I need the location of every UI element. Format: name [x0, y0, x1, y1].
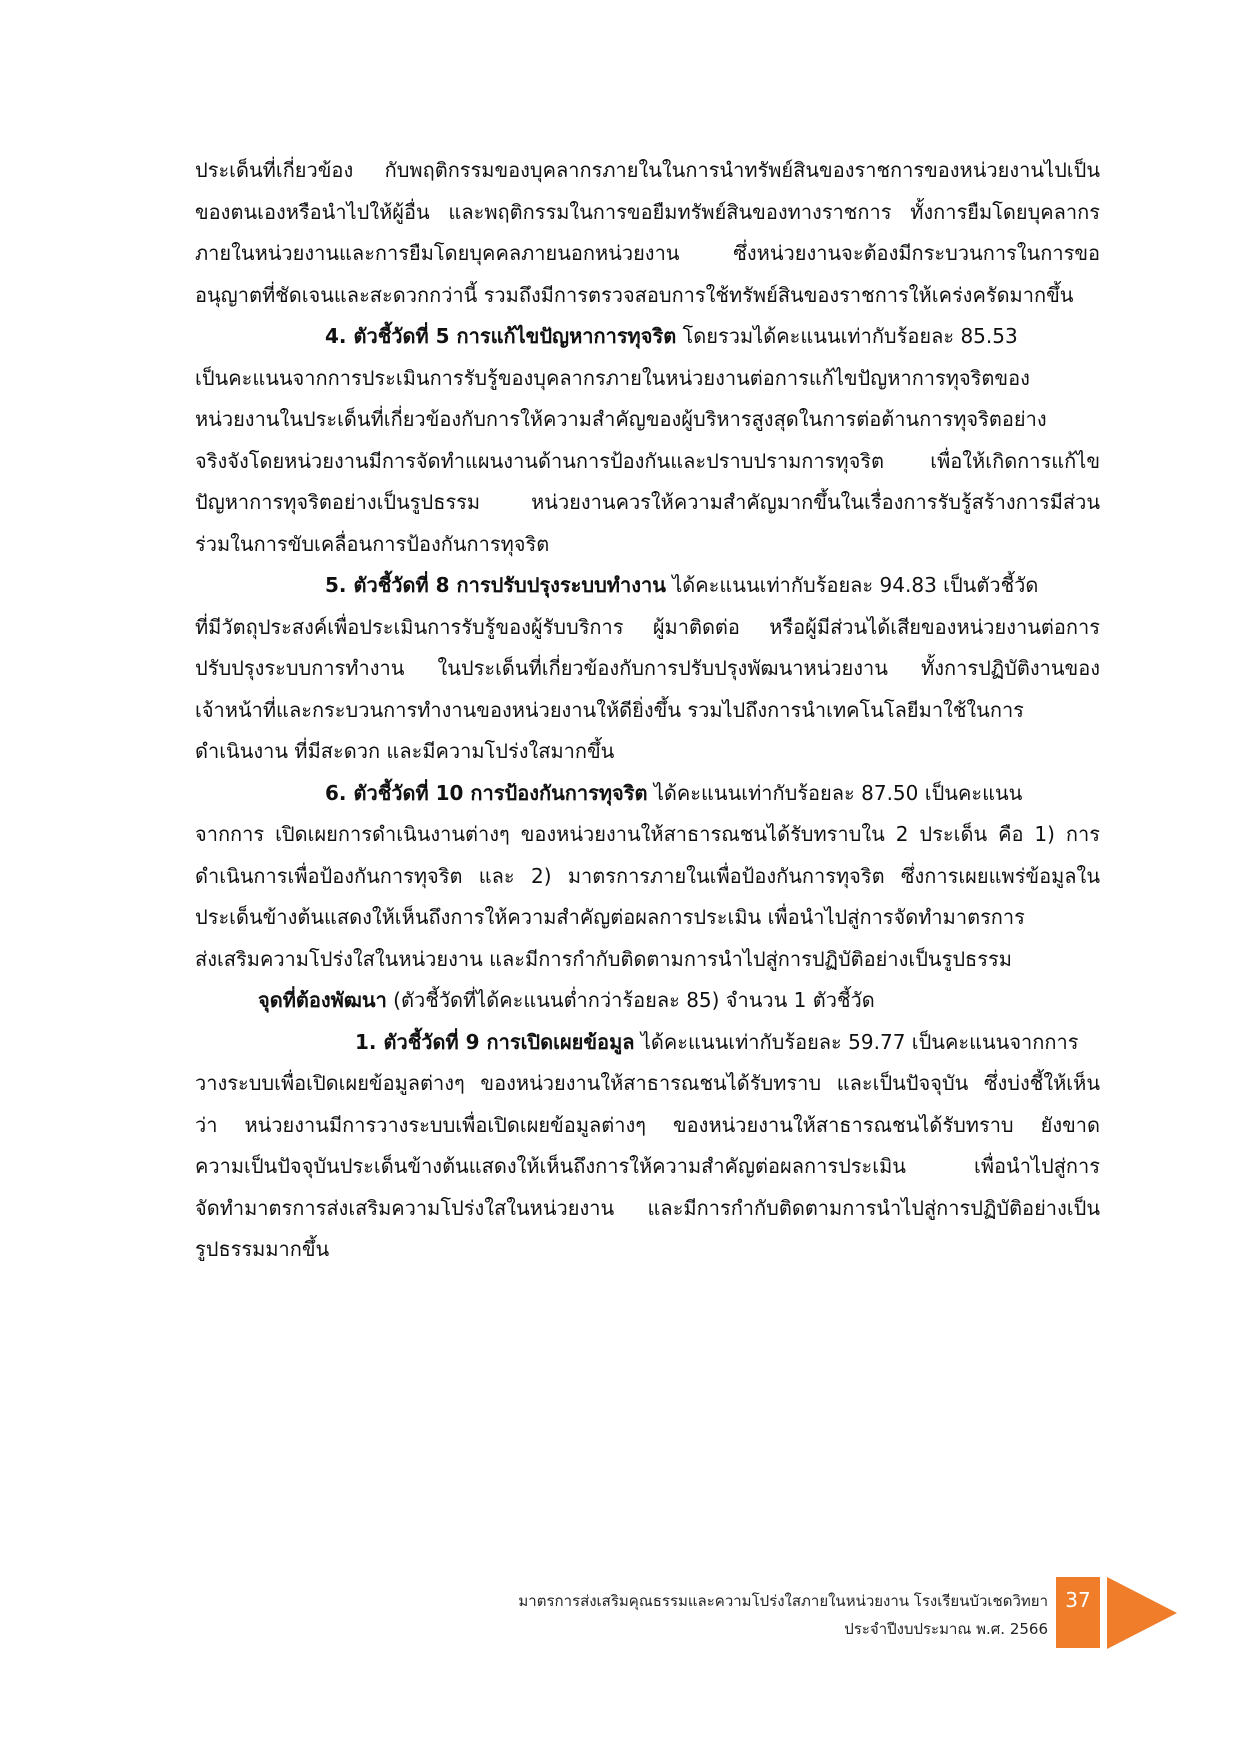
document-body: [195, 150, 1100, 1271]
development-title: จุดที่ต้องพัฒนา: [258, 988, 387, 1012]
text-line: วางระบบเพื่อเปิดเผยข้อมูลต่างๆ ของหน่วยงานให้สาธารณชนได้รับทราบ และเป็นปัจจุบัน ซึ่งบ่งชี้ให้เห็น: [195, 1071, 1100, 1095]
footer-year: ประจำปีงบประมาณ พ.ศ. 2566: [844, 1620, 1048, 1638]
text-line: เจ้าหน้าที่และกระบวนการทำงานของหน่วยงานให้ดียิ่งขึ้น รวมไปถึงการนำเทคโนโลยีมาใช้ในการ: [195, 697, 1024, 722]
indicator-title: 1. ตัวชี้วัดที่ 9 การเปิดเผยข้อมูล: [355, 1029, 635, 1054]
text-line: ปัญหาการทุจริตอย่างเป็นรูปธรรม หน่วยงานควรให้ความสำคัญมากขึ้นในเรื่องการรับรู้สร้างการมีส่วน: [195, 490, 1100, 514]
text-line: ดำเนินการเพื่อป้องกันการทุจริต และ 2) มาตรการภายในเพื่อป้องกันการทุจริต ซึ่งการเผยแพร่ข้อมูลใน: [195, 863, 1100, 888]
text-line: ภายในหน่วยงานและการยืมโดยบุคคลภายนอกหน่วยงาน ซึ่งหน่วยงานจะต้องมีกระบวนการในการขอ: [195, 241, 1100, 265]
indicator-title: 6. ตัวชี้วัดที่ 10 การป้องกันการทุจริต: [325, 780, 648, 805]
item-heading: [195, 316, 1100, 358]
footer-title: มาตรการส่งเสริมคุณธรรมและความโปร่งใสภายในหน่วยงาน โรงเรียนบัวเชดวิทยา: [518, 1592, 1048, 1610]
text-line: อนุญาตที่ชัดเจนและสะดวกกว่านี้ รวมถึงมีการตรวจสอบการใช้ทรัพย์สินของราชการให้เคร่งครัดมากขึ้น: [195, 282, 1074, 307]
text-line: ร่วมในการขับเคลื่อนการป้องกันการทุจริต: [195, 531, 550, 556]
indicator-score: ได้คะแนนเท่ากับร้อยละ 87.50 เป็นคะแนน: [647, 780, 1023, 805]
section-heading: [195, 980, 1100, 1022]
text-line: ปรับปรุงระบบการทำงาน ในประเด็นที่เกี่ยวข้องกับการปรับปรุงพัฒนาหน่วยงาน ทั้งการปฏิบัติงานของ: [195, 656, 1100, 680]
next-arrow-icon: [1107, 1577, 1177, 1649]
indicator-score: ได้คะแนนเท่ากับร้อยละ 59.77 เป็นคะแนนจากการ: [634, 1029, 1079, 1054]
item-heading: [195, 1022, 1100, 1064]
page-footer: [518, 1587, 1048, 1643]
indicator-title: 5. ตัวชี้วัดที่ 8 การปรับปรุงระบบทำงาน: [325, 573, 666, 597]
text-line: ดำเนินงาน ที่มีสะดวก และมีความโปร่งใสมากขึ้น: [195, 739, 615, 763]
text-line: จากการ เปิดเผยการดำเนินงานต่างๆ ของหน่วยงานให้สาธารณชนได้รับทราบใน 2 ประเด็น คือ 1) การ: [195, 822, 1100, 846]
text-line: ประเด็นข้างต้นแสดงให้เห็นถึงการให้ความสำคัญต่อผลการประเมิน เพื่อนำไปสู่การจัดทำมาตรการ: [195, 905, 1025, 929]
text-line: ที่มีวัตถุประสงค์เพื่อประเมินการรับรู้ของผู้รับบริการ ผู้มาติดต่อ หรือผู้มีส่วนได้เสียของหน่วยงานต่อการ: [195, 614, 1100, 639]
page-number: 37: [1056, 1577, 1100, 1648]
indicator-score: ได้คะแนนเท่ากับร้อยละ 94.83 เป็นตัวชี้วัด: [665, 573, 1039, 597]
text-line: ของตนเองหรือนำไปให้ผู้อื่น และพฤติกรรมในการขอยืมทรัพย์สินของทางราชการ ทั้งการยืมโดยบุคลากร: [195, 199, 1100, 224]
text-line: จัดทำมาตรการส่งเสริมความโปร่งใสในหน่วยงาน และมีการกำกับติดตามการนำไปสู่การปฏิบัติอย่างเป็น: [195, 1195, 1100, 1220]
text-line: หน่วยงานในประเด็นที่เกี่ยวข้องกับการให้ความสำคัญของผู้บริหารสูงสุดในการต่อต้านการทุจริตอย่าง: [195, 407, 1047, 431]
text-line: จริงจังโดยหน่วยงานมีการจัดทำแผนงานด้านการป้องกันและปราบปรามการทุจริต เพื่อให้เกิดการแก้ไข: [195, 448, 1100, 473]
text-line: ส่งเสริมความโปร่งใสในหน่วยงาน และมีการกำกับติดตามการนำไปสู่การปฏิบัติอย่างเป็นรูปธรรม: [195, 946, 1012, 971]
indicator-title: 4. ตัวชี้วัดที่ 5 การแก้ไขปัญหาการทุจริต: [325, 324, 677, 348]
text-line: รูปธรรมมากขึ้น: [195, 1237, 330, 1261]
text-line: ว่า หน่วยงานมีการวางระบบเพื่อเปิดเผยข้อมูลต่างๆ ของหน่วยงานให้สาธารณชนได้รับทราบ ยังขาด: [195, 1112, 1100, 1137]
text-line: เป็นคะแนนจากการประเมินการรับรู้ของบุคลากรภายในหน่วยงานต่อการแก้ไขปัญหาการทุจริตของ: [195, 365, 1030, 390]
indicator-score: โดยรวมได้คะแนนเท่ากับร้อยละ 85.53: [676, 324, 1018, 348]
development-note: (ตัวชี้วัดที่ได้คะแนนต่ำกว่าร้อยละ 85) จำนวน 1 ตัวชี้วัด: [386, 988, 875, 1012]
text-line: ประเด็นที่เกี่ยวข้อง กับพฤติกรรมของบุคลากรภายในในการนำทรัพย์สินของราชการของหน่วยงานไปเป็น: [195, 158, 1100, 182]
text-line: ความเป็นปัจจุบันประเด็นข้างต้นแสดงให้เห็นถึงการให้ความสำคัญต่อผลการประเมิน เพื่อนำไปสู่การ: [195, 1154, 1100, 1178]
item-heading: [195, 565, 1100, 607]
item-heading: [195, 773, 1100, 815]
